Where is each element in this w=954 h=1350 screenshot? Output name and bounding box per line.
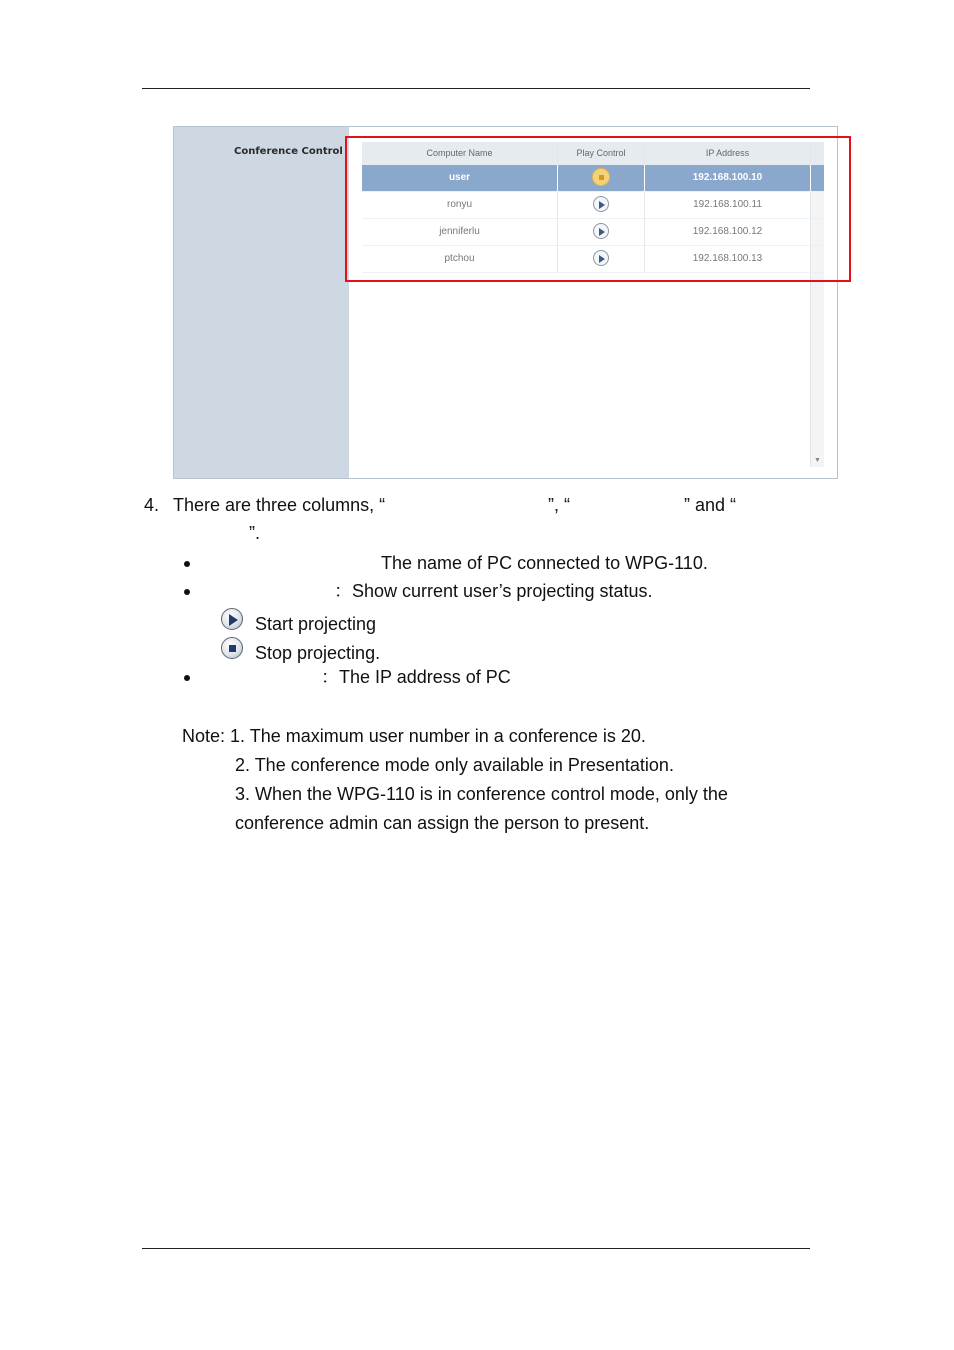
ip-address-description: ：The IP address of PC xyxy=(321,667,511,687)
column-header-play-control[interactable]: Play Control xyxy=(558,142,645,165)
conference-control-label: Conference Control xyxy=(234,146,343,157)
computer-name-cell: ronyu xyxy=(362,192,558,218)
highlight-box xyxy=(345,136,851,282)
footer-rule xyxy=(142,1248,810,1249)
bullet-dot xyxy=(184,589,190,595)
computer-name-cell: user xyxy=(362,165,558,191)
step-text-part-4: ”. xyxy=(249,523,260,543)
note-line-3: 3. When the WPG-110 is in conference control mode, only the xyxy=(235,784,728,804)
note-line-2: 2. The conference mode only available in Presentation. xyxy=(235,755,674,775)
start-projecting-icon xyxy=(221,608,243,630)
step-text-part-1: There are three columns, “ xyxy=(173,495,386,515)
header-rule xyxy=(142,88,810,89)
note-line-1: Note: 1. The maximum user number in a conference is 20. xyxy=(182,726,646,746)
column-header-computer-name[interactable]: Computer Name xyxy=(362,142,558,165)
ip-address-cell: 192.168.100.13 xyxy=(645,246,811,272)
stop-projecting-icon xyxy=(221,637,243,659)
start-projecting-label: Start projecting xyxy=(255,614,377,634)
ip-address-cell: 192.168.100.12 xyxy=(645,219,811,245)
ip-address-cell: 192.168.100.10 xyxy=(645,165,811,191)
computer-name-description: The name of PC connected to WPG-110. xyxy=(381,553,708,573)
play-control-description: ：Show current user’s projecting status. xyxy=(334,581,653,601)
step-text-part-2: ”, “ xyxy=(548,495,570,515)
step-number: 4. xyxy=(144,495,160,515)
note-line-4: conference admin can assign the person to present. xyxy=(235,813,650,833)
ip-address-cell: 192.168.100.11 xyxy=(645,192,811,218)
scroll-down-arrow-icon[interactable]: ▼ xyxy=(814,457,821,464)
column-header-ip-address[interactable]: IP Address xyxy=(645,142,811,165)
step-text-part-3: ” and “ xyxy=(684,495,737,515)
computer-name-cell: ptchou xyxy=(362,246,558,272)
settings-sidebar xyxy=(174,127,349,478)
computer-name-cell: jenniferlu xyxy=(362,219,558,245)
bullet-dot xyxy=(184,675,190,681)
bullet-dot xyxy=(184,561,190,567)
stop-projecting-label: Stop projecting. xyxy=(255,643,381,663)
